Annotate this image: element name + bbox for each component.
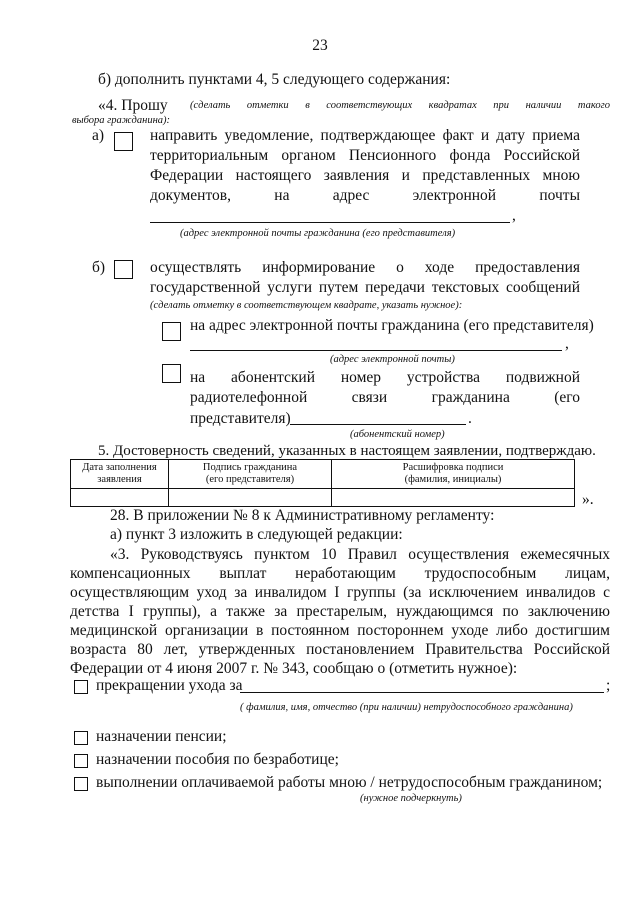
s28-para-line-3: осуществляющим уход за инвалидом I группы (за исключением инвалидов с [70,584,610,601]
s28-sub-a: а) пункт 3 изложить в следующей редакции: [110,526,403,543]
email-line-comma: , [512,207,516,224]
s28-title: 28. В приложении № 8 к Административному регламенту: [110,507,495,524]
phone-input-line[interactable] [290,424,466,425]
paid-work-label: выполнении оплачиваемой работы мною / нетрудоспособным гражданином; [96,774,603,791]
pension-label: назначении пенсии; [96,728,227,745]
notify-email-input-line[interactable] [190,350,562,351]
phone-line-period: . [468,410,472,427]
email-caption: (адрес электронной почты гражданина (его представителя) [180,228,456,239]
s28-para-line-4: детства I группы), а также за престарелым, нуждающимся по заключению [70,603,610,620]
unemployment-checkbox[interactable] [74,754,88,768]
paid-work-checkbox[interactable] [74,777,88,791]
option-a-checkbox[interactable] [114,132,133,151]
email-notify-label: на адрес электронной почты гражданина (его представителя) [190,317,594,334]
page-number: 23 [312,37,328,54]
option-a-line-3: Федерации настоящего заявления и представленных мною [150,167,580,184]
header-signature: Подпись гражданина (его представителя) [169,460,332,489]
option-a-label: а) [92,127,105,144]
s28-para-line-2: компенсационных выплат неработающим трудоспособным лицам, [70,565,610,582]
quote-close: ». [582,491,594,508]
option-b-line-2: государственной услуги путем передачи текстовых сообщений [150,279,580,296]
unemployment-label: назначении пособия по безработице; [96,751,339,768]
paid-work-caption: (нужное подчеркнуть) [360,793,462,804]
s28-para-line-6: возраста 80 лет, утвержденных постановлением Правительства Российской [70,641,610,658]
email-notify-checkbox[interactable] [162,322,181,341]
s28-para-line-7: Федерации от 4 июня 2007 г. № 343, сообщаю о (отметить нужное): [70,660,518,677]
signature-table [70,459,575,507]
s28-para-line-5: медицинской организации в постоянном постороннем уходе либо достигшим [70,622,610,639]
option-a-line-1: направить уведомление, подтверждающее факт и дату приема [150,127,580,144]
phone-notify-checkbox[interactable] [162,364,181,383]
option-b-note: (сделать отметку в соответствующем квадрате, указать нужное): [150,300,463,311]
header-name: Расшифровка подписи (фамилия, инициалы) [332,460,575,489]
option-b-label: б) [92,259,106,276]
option-a-line-2: территориальным органом Пенсионного фонда Российской [150,147,580,164]
s28-para-line-1: «3. Руководствуясь пунктом 10 Правил осуществления ежемесячных [110,546,610,563]
p4-note-line1: (сделать отметки в соответствующих квадратах при наличии такого [190,100,610,111]
p5-text: 5. Достоверность сведений, указанных в настоящем заявлении, подтверждаю. [98,443,596,459]
p4-lead: «4. Прошу [98,97,168,114]
phone-caption: (абонентский номер) [350,429,445,440]
phone-notify-line-1: на абонентский номер устройства подвижной [190,369,580,386]
phone-notify-line-2: радиотелефонной связи гражданина (его [190,389,580,406]
signature-cell[interactable] [169,489,332,507]
care-stop-caption: ( фамилия, имя, отчество (при наличии) нетрудоспособного гражданина) [240,702,573,713]
phone-notify-line-3: представителя) [190,410,291,427]
option-b-line-1: осуществлять информирование о ходе предоставления [150,259,580,276]
notify-email-comma: , [565,335,569,352]
date-cell[interactable] [71,489,169,507]
option-b-checkbox[interactable] [114,260,133,279]
pension-checkbox[interactable] [74,731,88,745]
header-date: Дата заполнения заявления [71,460,169,489]
care-stop-label: прекращении ухода за [96,677,243,694]
option-a-line-4: документов, на адрес электронной почты [150,187,580,204]
intro-text: б) дополнить пунктами 4, 5 следующего содержания: [98,71,451,88]
notify-email-caption: (адрес электронной почты) [330,354,455,365]
p4-note-line2: выбора гражданина): [72,115,171,126]
name-cell[interactable] [332,489,575,507]
care-stop-semicolon: ; [606,677,611,694]
care-stop-name-line[interactable] [240,692,604,693]
care-stop-checkbox[interactable] [74,680,88,694]
email-input-line[interactable] [150,222,510,223]
